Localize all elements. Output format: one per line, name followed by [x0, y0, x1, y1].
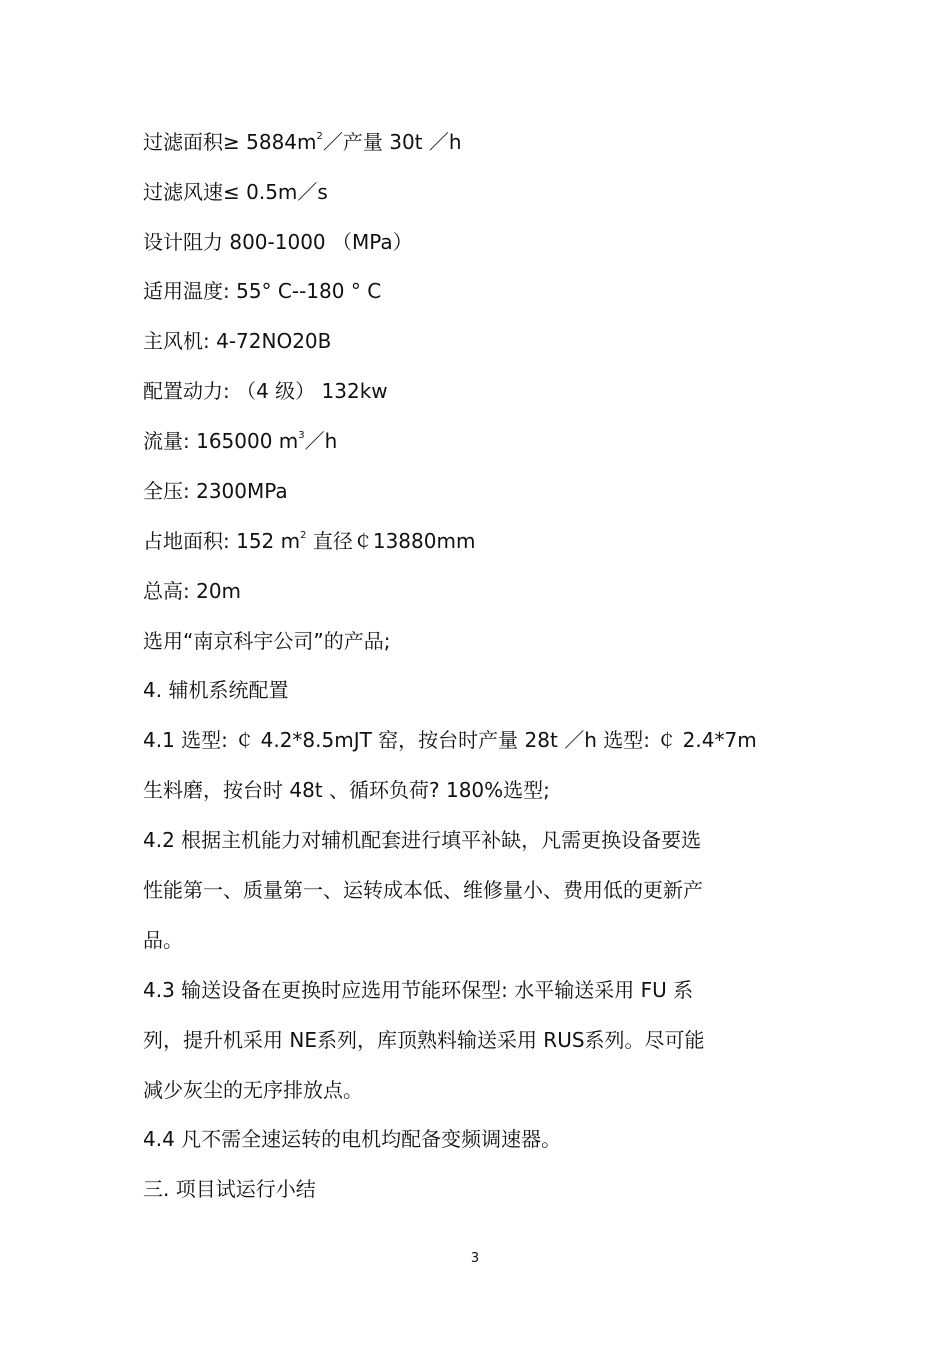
section-heading: 三. 项目试运行小结: [143, 1177, 316, 1201]
text-line: 性能第一、质量第一、运转成本低、维修量小、费用低的更新产: [143, 878, 703, 902]
text-line: 生料磨，按台时 48t 、循环负荷? 180%选型;: [143, 778, 550, 802]
text-line: 4.1 选型: ￠ 4.2*8.5mJT 窑，按台时产量 28t ／h 选型: ￠ 2.4*7m: [143, 728, 757, 752]
text-line: 4.3 输送设备在更换时应选用节能环保型: 水平输送采用 FU 系: [143, 978, 694, 1002]
text-line: 过滤面积≥ $5884m^2/$产量 30t ／h: [143, 130, 462, 154]
text-line: 品。: [143, 928, 183, 952]
text-line: 占地面积: 152 $m^2$ 直径￠13880mm: [143, 529, 476, 553]
text-line: 4.4 凡不需全速运转的电机均配备变频调速器。: [143, 1127, 562, 1151]
text-line: 4.2 根据主机能力对辅机配套进行填平补缺，凡需更换设备要选: [143, 828, 702, 852]
page-number: 3: [470, 1251, 480, 1266]
text-line: 选用“南京科宇公司”的产品;: [143, 629, 391, 653]
text-line: 流量: 165000 $m^3/h$: [143, 429, 338, 453]
text-line: 设计阻力 800-1000 （MPa）: [143, 230, 413, 254]
text-line: 过滤风速≤ 0.5m／s: [143, 180, 328, 204]
text-line: 配置动力: （4 级） 132kw: [143, 379, 388, 403]
text-line: 列，提升机采用 NE系列，库顶熟料输送采用 RUS系列。尽可能: [143, 1028, 705, 1052]
text-line: 主风机: 4-72NO20B: [143, 329, 332, 353]
text-line: 减少灰尘的无序排放点。: [143, 1078, 363, 1102]
text-line: 总高: 20m: [143, 579, 242, 603]
text-line: 适用温度: 55° C--180 ° C: [143, 279, 382, 303]
text-line: 全压: 2300MPa: [143, 479, 288, 503]
section-heading: 4. 辅机系统配置: [143, 678, 289, 702]
